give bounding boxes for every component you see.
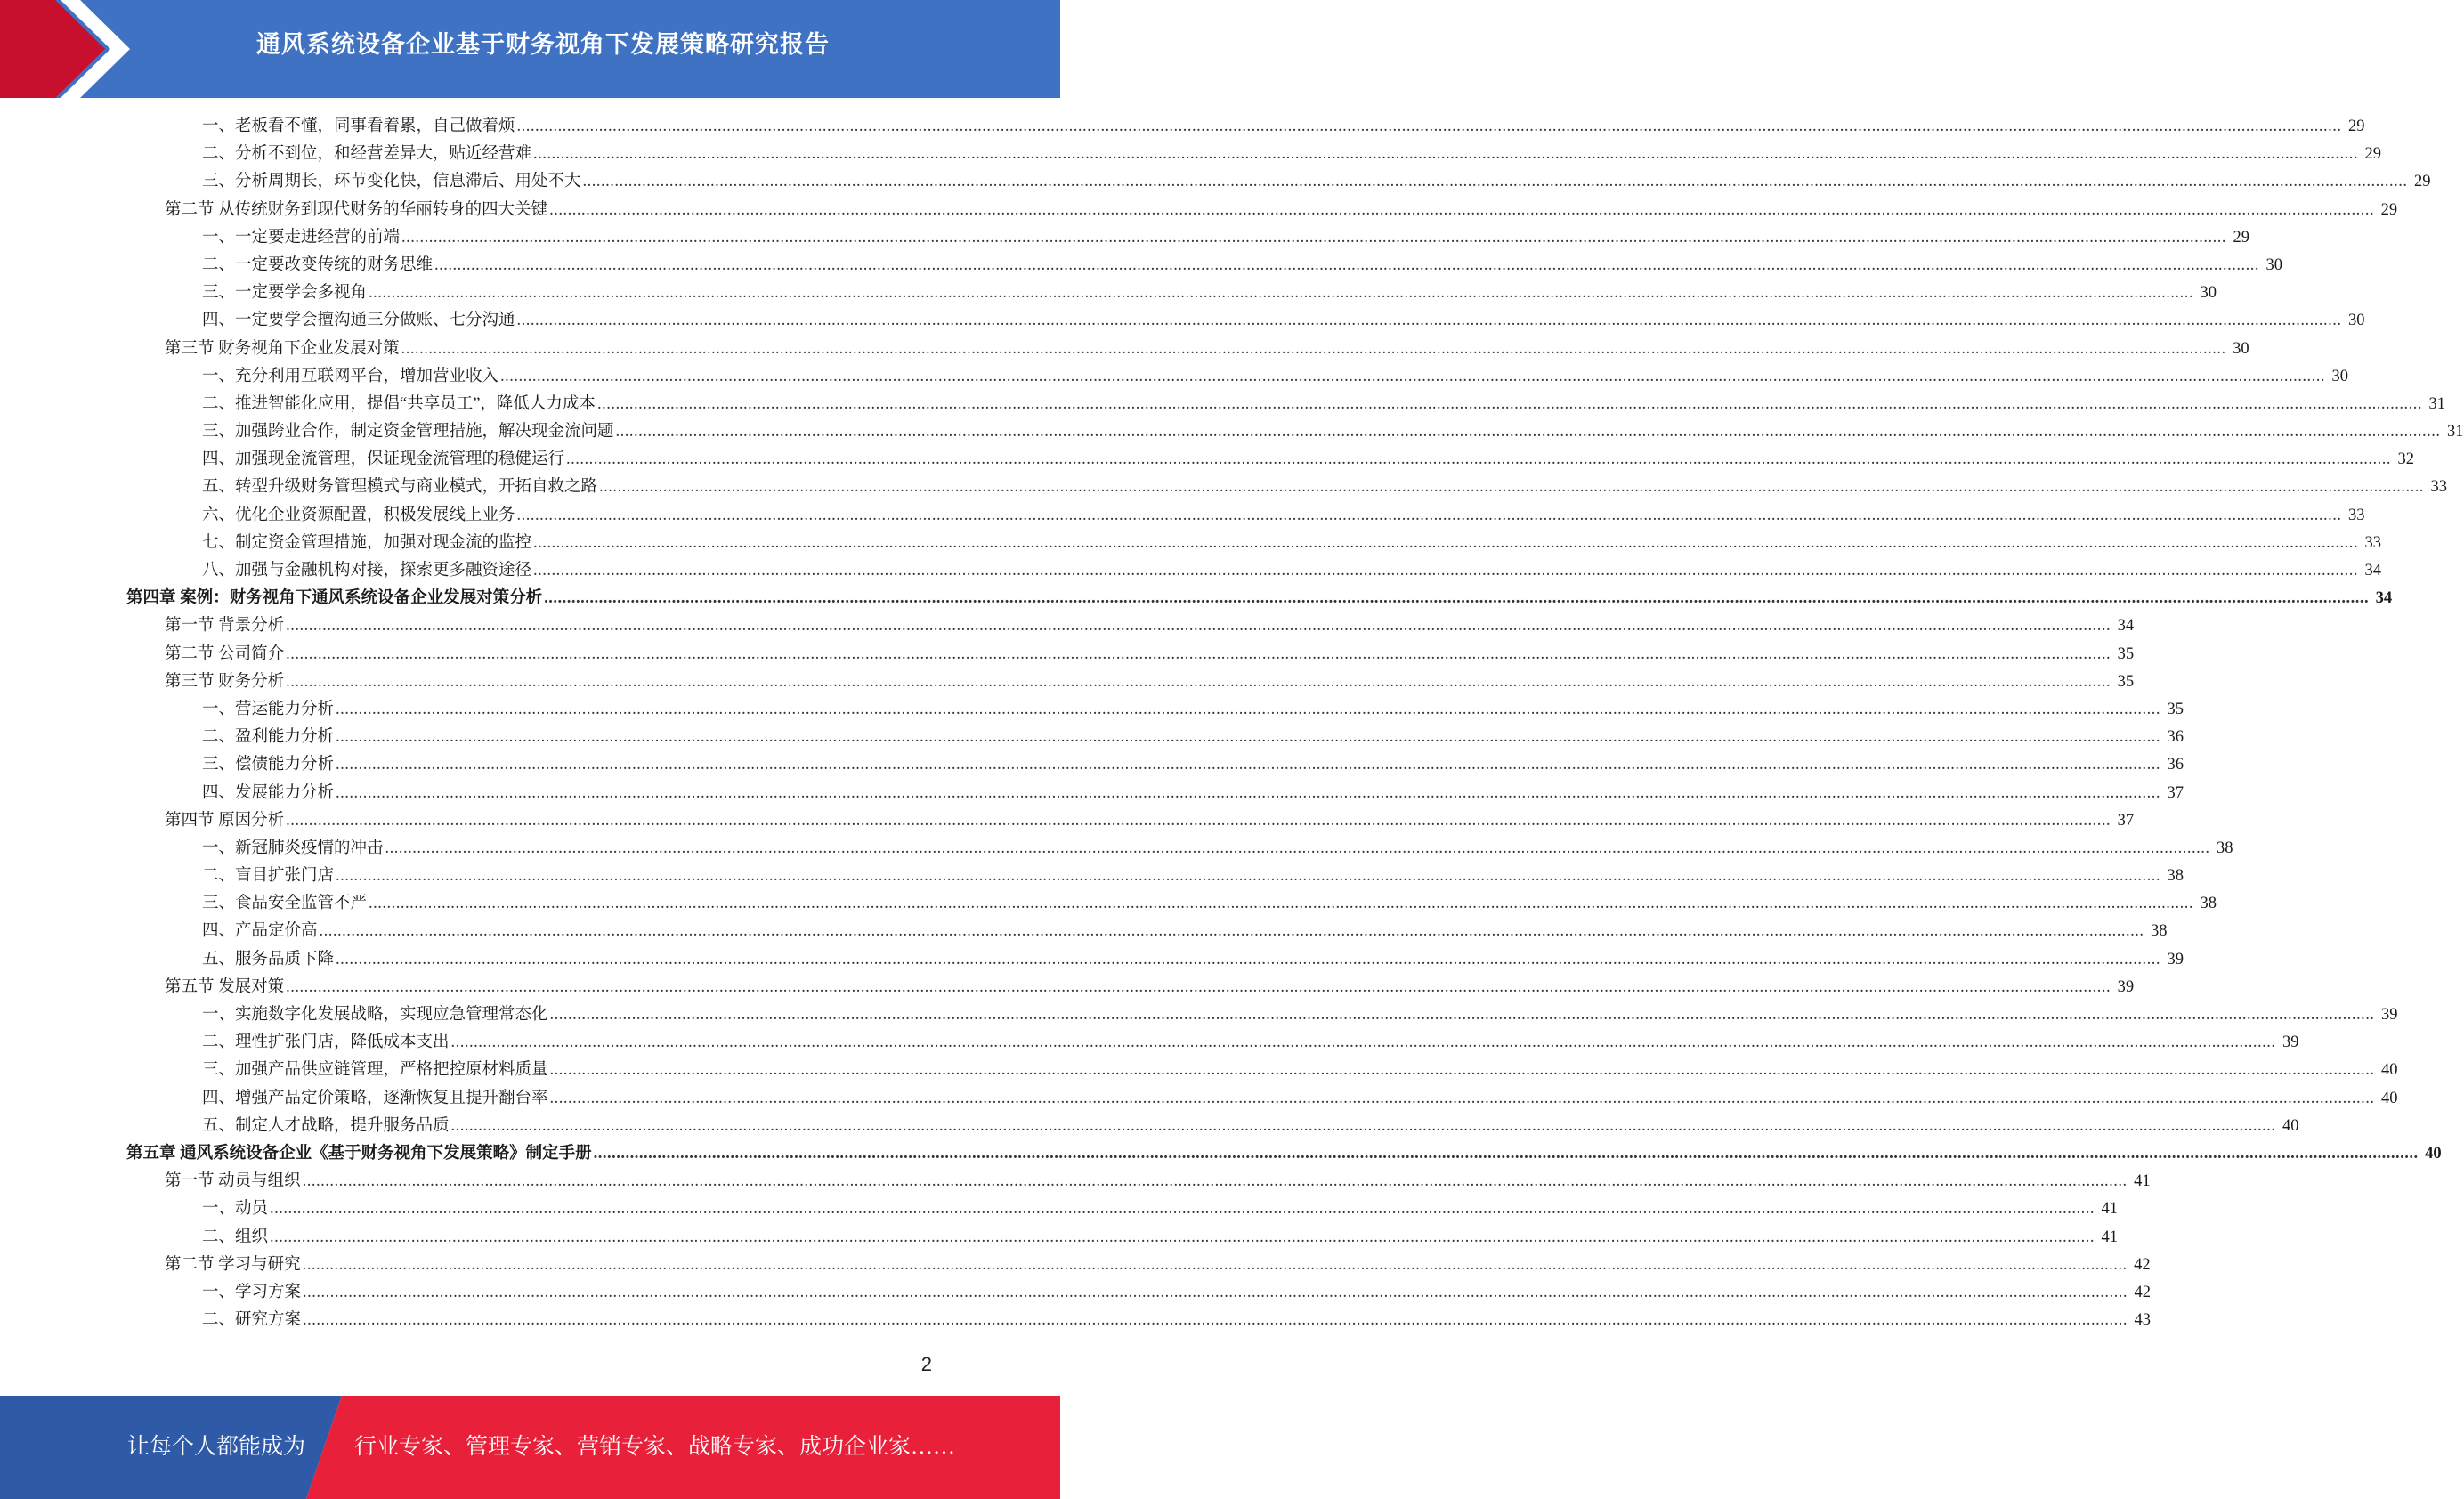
toc-entry-page: 38	[2151, 922, 2168, 941]
toc-entry-page: 39	[2282, 1033, 2299, 1052]
toc-section-entry[interactable]	[126, 612, 2135, 640]
toc-entry-page: 33	[2348, 506, 2365, 524]
toc-dot-leader: ................................................................................................................................................................................................................................................................................................................................................................................................................	[336, 728, 2161, 747]
toc-dot-leader: ................................................................................................................................................................................................................................................................................................................................................................................................................	[544, 589, 2370, 608]
toc-entry-title: 四、产品定价高	[202, 922, 318, 941]
toc-entry-title: 第一节 动员与组织	[165, 1172, 301, 1191]
toc-entry-page: 37	[2117, 811, 2135, 830]
toc-dot-leader: ................................................................................................................................................................................................................................................................................................................................................................................................................	[549, 200, 2375, 219]
toc-subsection-entry[interactable]	[126, 168, 2431, 196]
toc-dot-leader: ................................................................................................................................................................................................................................................................................................................................................................................................................	[599, 478, 2425, 497]
toc-entry-page: 32	[2397, 450, 2415, 469]
toc-dot-leader: ................................................................................................................................................................................................................................................................................................................................................................................................................	[582, 173, 2408, 191]
toc-entry-title: 一、营运能力分析	[202, 700, 335, 718]
toc-entry-title: 四、增强产品定价策略，逐渐恢复且提升翻台率	[202, 1089, 548, 1107]
toc-entry-title: 三、食品安全监管不严	[202, 895, 368, 913]
toc-entry-title: 一、动员	[202, 1200, 269, 1219]
toc-dot-leader: ................................................................................................................................................................................................................................................................................................................................................................................................................	[286, 811, 2111, 830]
toc-entry-title: 三、分析周期长，环节变化快，信息滞后、用处不大	[202, 173, 581, 191]
page-header	[0, 0, 1060, 98]
toc-entry-page: 31	[2447, 423, 2464, 442]
toc-entry-page: 40	[2425, 1144, 2442, 1163]
toc-subsection-entry[interactable]	[126, 307, 2365, 335]
toc-entry-title: 第二节 从传统财务到现代财务的华丽转身的四大关键	[165, 200, 548, 219]
toc-section-entry[interactable]	[126, 1168, 2151, 1195]
toc-dot-leader: ................................................................................................................................................................................................................................................................................................................................................................................................................	[596, 394, 2422, 413]
toc-entry-title: 第二节 公司简介	[165, 644, 285, 663]
toc-subsection-entry[interactable]	[126, 1279, 2152, 1307]
toc-dot-leader: ................................................................................................................................................................................................................................................................................................................................................................................................................	[302, 1255, 2128, 1274]
toc-section-entry[interactable]	[126, 641, 2135, 668]
toc-entry-title: 三、加强跨业合作，制定资金管理措施，解决现金流问题	[202, 423, 614, 442]
toc-dot-leader: ................................................................................................................................................................................................................................................................................................................................................................................................................	[286, 672, 2111, 691]
toc-subsection-entry[interactable]	[126, 1001, 2398, 1029]
toc-entry-title: 第五章 通风系统设备企业《基于财务视角下发展策略》制定手册	[126, 1144, 592, 1163]
toc-entry-title: 一、实施数字化发展战略，实现应急管理常态化	[202, 1006, 548, 1024]
toc-entry-title: 二、盈利能力分析	[202, 728, 335, 747]
table-of-contents	[126, 113, 2464, 1334]
toc-entry-page: 38	[2217, 839, 2233, 857]
toc-entry-page: 39	[2167, 950, 2184, 968]
toc-entry-title: 二、一定要改变传统的财务思维	[202, 255, 434, 274]
toc-section-entry[interactable]	[126, 1252, 2151, 1279]
toc-entry-title: 第三节 财务视角下企业发展对策	[165, 339, 400, 358]
toc-dot-leader: ................................................................................................................................................................................................................................................................................................................................................................................................................	[302, 1172, 2128, 1191]
toc-entry-title: 三、一定要学会多视角	[202, 284, 368, 303]
toc-subsection-entry[interactable]	[126, 252, 2283, 280]
toc-subsection-entry[interactable]	[126, 1057, 2398, 1084]
toc-dot-leader: ................................................................................................................................................................................................................................................................................................................................................................................................................	[270, 1228, 2095, 1246]
toc-entry-page: 29	[2233, 228, 2250, 247]
toc-subsection-entry[interactable]	[126, 751, 2184, 779]
toc-subsection-entry[interactable]	[126, 696, 2184, 724]
toc-dot-leader: ................................................................................................................................................................................................................................................................................................................................................................................................................	[549, 1006, 2375, 1024]
toc-entry-page: 33	[2364, 533, 2382, 552]
toc-entry-title: 二、推进智能化应用，提倡“共享员工”，降低人力成本	[202, 394, 596, 413]
toc-entry-title: 七、制定资金管理措施，加强对现金流的监控	[202, 533, 532, 552]
page-number: 2	[920, 1353, 932, 1375]
toc-entry-title: 三、加强产品供应链管理，严格把控原材料质量	[202, 1061, 548, 1080]
toc-subsection-entry[interactable]	[126, 113, 2365, 141]
toc-entry-title: 五、服务品质下降	[202, 950, 335, 968]
document-title: 通风系统设备企业基于财务视角下发展策略研究报告	[256, 31, 830, 58]
toc-entry-page: 29	[2364, 145, 2382, 164]
toc-dot-leader: ................................................................................................................................................................................................................................................................................................................................................................................................................	[336, 700, 2161, 718]
toc-entry-page: 30	[2200, 284, 2217, 303]
toc-dot-leader: ................................................................................................................................................................................................................................................................................................................................................................................................................	[385, 839, 2210, 857]
toc-entry-title: 二、分析不到位，和经营差异大，贴近经营难	[202, 145, 532, 164]
toc-dot-leader: ................................................................................................................................................................................................................................................................................................................................................................................................................	[450, 1033, 2276, 1052]
toc-dot-leader: ................................................................................................................................................................................................................................................................................................................................................................................................................	[336, 756, 2161, 774]
toc-entry-title: 第三节 财务分析	[165, 672, 285, 691]
toc-entry-page: 43	[2134, 1311, 2152, 1330]
toc-subsection-entry[interactable]	[126, 502, 2365, 530]
page-footer	[0, 1396, 1060, 1499]
toc-dot-leader: ................................................................................................................................................................................................................................................................................................................................................................................................................	[566, 450, 2392, 469]
toc-dot-leader: ................................................................................................................................................................................................................................................................................................................................................................................................................	[549, 1061, 2375, 1080]
toc-dot-leader: ................................................................................................................................................................................................................................................................................................................................................................................................................	[549, 1089, 2375, 1107]
toc-entry-page: 35	[2167, 700, 2184, 718]
toc-subsection-entry[interactable]	[126, 446, 2415, 474]
toc-entry-page: 34	[2117, 617, 2135, 636]
toc-subsection-entry[interactable]	[126, 141, 2382, 168]
toc-entry-page: 41	[2101, 1228, 2119, 1246]
toc-subsection-entry[interactable]	[126, 918, 2168, 945]
toc-chapter-entry[interactable]	[126, 585, 2393, 612]
toc-entry-title: 二、研究方案	[202, 1311, 302, 1330]
toc-dot-leader: ................................................................................................................................................................................................................................................................................................................................................................................................................	[450, 1116, 2276, 1135]
toc-dot-leader: ................................................................................................................................................................................................................................................................................................................................................................................................................	[401, 339, 2226, 358]
toc-dot-leader: ................................................................................................................................................................................................................................................................................................................................................................................................................	[516, 312, 2342, 330]
toc-dot-leader: ................................................................................................................................................................................................................................................................................................................................................................................................................	[516, 117, 2342, 135]
toc-subsection-entry[interactable]	[126, 1113, 2299, 1140]
toc-subsection-entry[interactable]	[126, 890, 2217, 918]
footer-slogan-right: 行业专家、管理专家、营销专家、战略专家、成功企业家……	[354, 1435, 956, 1459]
toc-subsection-entry[interactable]	[126, 1029, 2299, 1057]
toc-entry-page: 38	[2167, 867, 2184, 886]
toc-entry-title: 四、一定要学会擅沟通三分做账、七分沟通	[202, 312, 515, 330]
toc-entry-page: 40	[2381, 1061, 2398, 1080]
toc-entry-title: 一、一定要走进经营的前端	[202, 228, 401, 247]
toc-subsection-entry[interactable]	[126, 946, 2184, 974]
toc-subsection-entry[interactable]	[126, 1085, 2398, 1113]
toc-entry-page: 35	[2117, 644, 2135, 663]
toc-dot-leader: ................................................................................................................................................................................................................................................................................................................................................................................................................	[533, 562, 2359, 579]
toc-entry-page: 41	[2101, 1200, 2119, 1219]
toc-dot-leader: ................................................................................................................................................................................................................................................................................................................................................................................................................	[336, 867, 2161, 886]
toc-entry-page: 39	[2117, 977, 2135, 996]
toc-entry-page: 29	[2348, 117, 2365, 135]
toc-subsection-entry[interactable]	[126, 363, 2349, 391]
toc-entry-title: 五、制定人才战略，提升服务品质	[202, 1116, 450, 1135]
toc-dot-leader: ................................................................................................................................................................................................................................................................................................................................................................................................................	[286, 617, 2111, 636]
toc-subsection-entry[interactable]	[126, 418, 2464, 446]
toc-entry-title: 第五节 发展对策	[165, 977, 285, 996]
toc-entry-page: 30	[2348, 312, 2365, 330]
toc-dot-leader: ................................................................................................................................................................................................................................................................................................................................................................................................................	[533, 533, 2359, 552]
toc-entry-page: 37	[2167, 783, 2184, 802]
toc-dot-leader: ................................................................................................................................................................................................................................................................................................................................................................................................................	[303, 1283, 2128, 1301]
toc-section-entry[interactable]	[126, 197, 2398, 224]
toc-entry-page: 36	[2167, 728, 2184, 747]
toc-entry-page: 36	[2167, 756, 2184, 774]
toc-dot-leader: ................................................................................................................................................................................................................................................................................................................................................................................................................	[270, 1200, 2095, 1219]
toc-entry-page: 40	[2381, 1089, 2398, 1107]
toc-entry-page: 29	[2380, 200, 2398, 219]
toc-subsection-entry[interactable]	[126, 224, 2250, 252]
toc-subsection-entry[interactable]	[126, 1307, 2152, 1334]
toc-entry-title: 第二节 学习与研究	[165, 1255, 301, 1274]
toc-dot-leader: ................................................................................................................................................................................................................................................................................................................................................................................................................	[303, 1311, 2128, 1330]
toc-entry-title: 二、盲目扩张门店	[202, 867, 335, 886]
toc-entry-title: 八、加强与金融机构对接，探索更多融资途径	[202, 562, 532, 579]
toc-dot-leader: ................................................................................................................................................................................................................................................................................................................................................................................................................	[593, 1144, 2419, 1163]
toc-dot-leader: ................................................................................................................................................................................................................................................................................................................................................................................................................	[286, 977, 2111, 996]
toc-subsection-entry[interactable]	[126, 280, 2217, 307]
toc-entry-title: 二、理性扩张门店，降低成本支出	[202, 1033, 450, 1052]
toc-dot-leader: ................................................................................................................................................................................................................................................................................................................................................................................................................	[434, 255, 2260, 274]
toc-entry-page: 39	[2381, 1006, 2398, 1024]
toc-dot-leader: ................................................................................................................................................................................................................................................................................................................................................................................................................	[500, 367, 2326, 385]
toc-entry-title: 六、优化企业资源配置，积极发展线上业务	[202, 506, 515, 524]
toc-subsection-entry[interactable]	[126, 474, 2448, 501]
toc-dot-leader: ................................................................................................................................................................................................................................................................................................................................................................................................................	[615, 423, 2441, 442]
toc-entry-title: 一、新冠肺炎疫情的冲击	[202, 839, 384, 857]
footer-slogan-left: 让每个人都能成为	[127, 1435, 306, 1459]
toc-dot-leader: ................................................................................................................................................................................................................................................................................................................................................................................................................	[369, 284, 2194, 303]
toc-dot-leader: ................................................................................................................................................................................................................................................................................................................................................................................................................	[336, 950, 2161, 968]
toc-dot-leader: ................................................................................................................................................................................................................................................................................................................................................................................................................	[336, 783, 2161, 802]
toc-entry-title: 一、学习方案	[202, 1283, 302, 1301]
toc-chapter-entry[interactable]	[126, 1140, 2442, 1168]
toc-entry-page: 34	[2375, 589, 2393, 608]
toc-entry-page: 30	[2233, 339, 2249, 358]
toc-subsection-entry[interactable]	[126, 863, 2184, 890]
toc-entry-page: 29	[2414, 173, 2431, 191]
toc-entry-title: 第一节 背景分析	[165, 617, 285, 636]
toc-entry-title: 第四节 原因分析	[165, 811, 285, 830]
toc-subsection-entry[interactable]	[126, 1224, 2119, 1252]
toc-section-entry[interactable]	[126, 336, 2249, 363]
toc-entry-title: 二、组织	[202, 1228, 269, 1246]
toc-subsection-entry[interactable]	[126, 835, 2233, 863]
toc-dot-leader: ................................................................................................................................................................................................................................................................................................................................................................................................................	[533, 145, 2359, 164]
toc-entry-title: 五、转型升级财务管理模式与商业模式，开拓自救之路	[202, 478, 598, 497]
toc-dot-leader: ................................................................................................................................................................................................................................................................................................................................................................................................................	[401, 228, 2227, 247]
toc-subsection-entry[interactable]	[126, 724, 2184, 751]
toc-entry-title: 三、偿债能力分析	[202, 756, 335, 774]
toc-dot-leader: ................................................................................................................................................................................................................................................................................................................................................................................................................	[286, 644, 2111, 663]
toc-dot-leader: ................................................................................................................................................................................................................................................................................................................................................................................................................	[369, 895, 2194, 913]
toc-entry-page: 42	[2134, 1283, 2152, 1301]
toc-dot-leader: ................................................................................................................................................................................................................................................................................................................................................................................................................	[319, 922, 2144, 941]
toc-entry-page: 41	[2134, 1172, 2151, 1191]
toc-entry-title: 四、发展能力分析	[202, 783, 335, 802]
toc-entry-page: 31	[2428, 394, 2445, 413]
toc-entry-page: 33	[2430, 478, 2448, 497]
toc-subsection-entry[interactable]	[126, 391, 2445, 418]
toc-section-entry[interactable]	[126, 807, 2135, 835]
toc-dot-leader: ................................................................................................................................................................................................................................................................................................................................................................................................................	[516, 506, 2342, 524]
toc-subsection-entry[interactable]	[126, 780, 2184, 807]
toc-entry-page: 34	[2364, 562, 2382, 579]
toc-subsection-entry[interactable]	[126, 557, 2382, 585]
toc-subsection-entry[interactable]	[126, 530, 2382, 557]
toc-entry-page: 40	[2282, 1116, 2299, 1135]
toc-entry-page: 30	[2265, 255, 2283, 274]
toc-entry-page: 30	[2331, 367, 2349, 385]
toc-section-entry[interactable]	[126, 974, 2135, 1001]
toc-entry-page: 35	[2117, 672, 2135, 691]
toc-entry-page: 42	[2134, 1255, 2151, 1274]
toc-entry-title: 第四章 案例：财务视角下通风系统设备企业发展对策分析	[126, 589, 543, 608]
toc-subsection-entry[interactable]	[126, 1195, 2119, 1223]
toc-entry-title: 四、加强现金流管理，保证现金流管理的稳健运行	[202, 450, 565, 469]
toc-entry-title: 一、充分利用互联网平台，增加营业收入	[202, 367, 499, 385]
toc-entry-title: 一、老板看不懂，同事看着累，自己做着烦	[202, 117, 515, 135]
toc-section-entry[interactable]	[126, 668, 2135, 696]
toc-entry-page: 38	[2200, 895, 2217, 913]
